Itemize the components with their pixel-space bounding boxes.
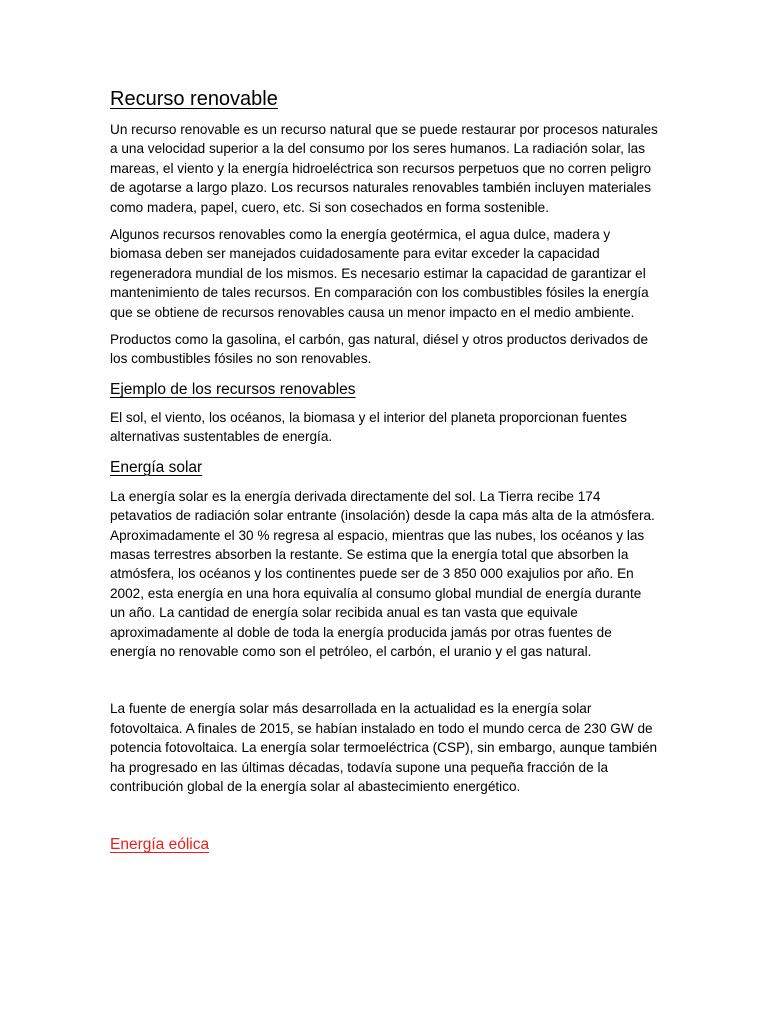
intro-paragraph-3: Productos como la gasolina, el carbón, gas natural, diésel y otros productos derivados de los combustibles fósiles no son renovables.: [110, 332, 649, 367]
document-title: Recurso renovable: [110, 88, 278, 110]
intro-paragraph-2: Algunos recursos renovables como la energía geotérmica, el agua dulce, madera y biomasa deben ser manejados cuidadosamente para evitar exceder la capacidad regeneradora mundial de los mismos. Es necesario estimar la capacidad de garantizar el mantenimiento de tales recursos. En comparación con los combustibles fósiles la energía que se obtiene de recursos renovables causa un menor impacto en el medio ambiente.: [110, 227, 649, 320]
solar-paragraph-1: La energía solar es la energía derivada directamente del sol. La Tierra recibe 174 petavatios de radiación solar entrante (insolación) desde la capa más alta de la atmósfera. Aproximadamente el 30 % regresa al espacio, mientras que las nubes, los océanos y las masas terrestres absorben la restante. Se estima que la energía total que absorben la atmósfera, los océanos y los continentes puede ser de 3 850 000 exajulios por año. En 2002, esta energía en una hora equivalía al consumo global mundial de energía durante un año. La cantidad de energía solar recibida anual es tan vasta que equivale aproximadamente al doble de toda la energía producida jamás por otras fuentes de energía no renovable como son el petróleo, el carbón, el uranio y el gas natural.: [110, 488, 655, 659]
section-heading-wind: Energía eólica: [110, 836, 210, 854]
document-body: [110, 86, 660, 864]
solar-paragraph-2: La fuente de energía solar más desarrollada en la actualidad es la energía solar fotovoltaica. A finales de 2015, se habían instalado en todo el mundo cerca de 230 GW de potencia fotovoltaica. La energía solar termoeléctrica (CSP), sin embargo, aunque también ha progresado en las últimas décadas, todavía supone una pequeña fracción de la contribución global de la energía solar al abastecimiento energético.: [110, 701, 658, 794]
section-heading-solar: Energía solar: [110, 458, 203, 476]
section-heading-examples: Ejemplo de los recursos renovables: [110, 380, 356, 398]
examples-paragraph: El sol, el viento, los océanos, la biomasa y el interior del planeta proporcionan fuentes alternativas sustentables de energía.: [110, 409, 627, 445]
intro-paragraph-1: Un recurso renovable es un recurso natural que se puede restaurar por procesos naturales a una velocidad superior a la del consumo por los seres humanos. La radiación solar, las mareas, el viento y la energía hidroeléctrica son recursos perpetuos que no corren peligro de agotarse a largo plazo. Los recursos naturales renovables también incluyen materiales como madera, papel, cuero, etc. Si son cosechados en forma sostenible.: [110, 122, 658, 215]
